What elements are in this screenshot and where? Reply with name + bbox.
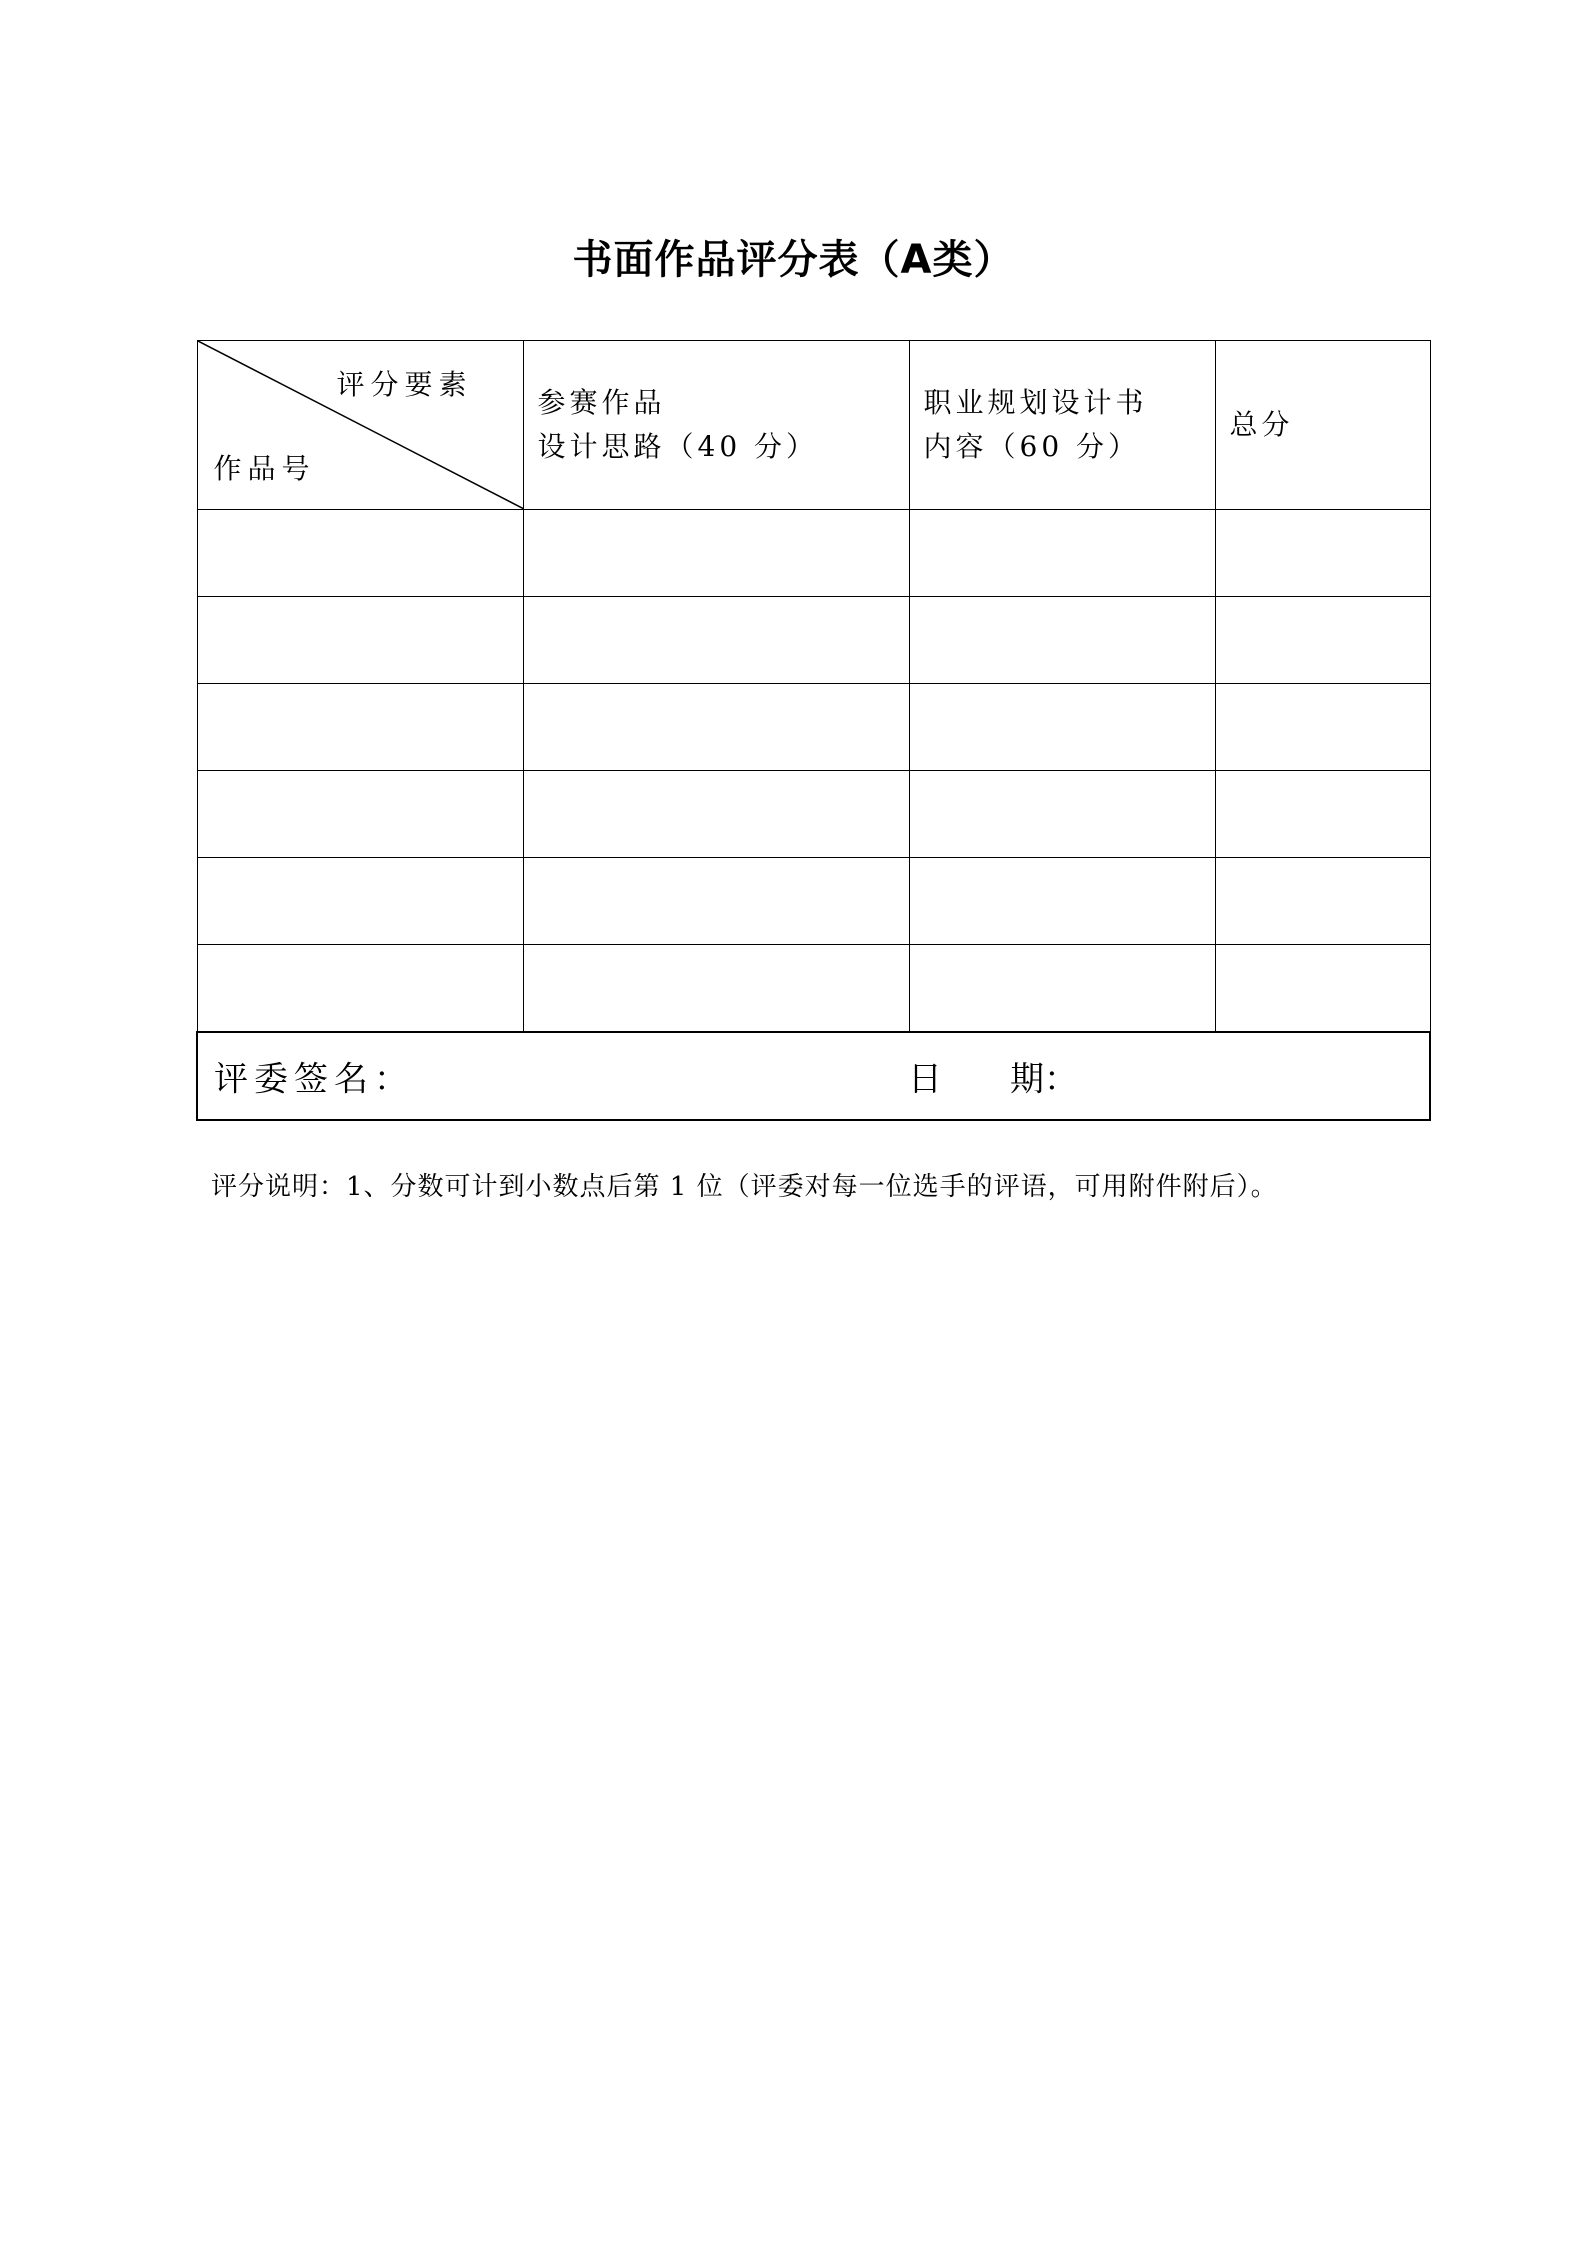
entry-number-cell[interactable] [197,858,523,945]
header-career-plan-line2: 内容（60 分） [923,430,1141,463]
entry-number-label: 作品号 [213,452,316,485]
career-score-cell[interactable] [909,945,1215,1033]
career-score-cell[interactable] [909,771,1215,858]
total-score-cell[interactable] [1215,684,1430,771]
design-score-cell[interactable] [523,597,909,684]
design-score-cell[interactable] [523,858,909,945]
career-score-cell[interactable] [909,510,1215,597]
table-header-row [197,341,1430,510]
signature-cell[interactable] [197,1032,1430,1120]
header-design-idea-line1: 参赛作品 [537,386,666,419]
entry-number-cell[interactable] [197,510,523,597]
design-score-cell[interactable] [523,510,909,597]
header-design-idea [523,341,909,510]
career-score-cell[interactable] [909,597,1215,684]
table-row [197,510,1430,597]
page-title: 书面作品评分表（A类） [572,237,1015,283]
criteria-label: 评分要素 [336,368,473,401]
date-label: 日 期： [908,1059,1078,1100]
table-row [197,858,1430,945]
table-row [197,945,1430,1033]
table-row [197,771,1430,858]
table-row [197,684,1430,771]
total-score-cell[interactable] [1215,510,1430,597]
design-score-cell[interactable] [523,945,909,1033]
design-score-cell[interactable] [523,684,909,771]
diagonal-header-cell [197,341,523,510]
total-score-cell[interactable] [1215,771,1430,858]
total-score-cell[interactable] [1215,945,1430,1033]
total-score-cell[interactable] [1215,858,1430,945]
header-total: 总分 [1215,341,1430,510]
judge-signature-label: 评委签名： [214,1059,414,1100]
signature-row [197,1032,1430,1120]
entry-number-cell[interactable] [197,597,523,684]
entry-number-cell[interactable] [197,771,523,858]
header-design-idea-line2: 设计思路（40 分） [537,430,819,463]
design-score-cell[interactable] [523,771,909,858]
header-career-plan-line1: 职业规划设计书 [923,386,1148,419]
entry-number-cell[interactable] [197,684,523,771]
table-row [197,597,1430,684]
career-score-cell[interactable] [909,684,1215,771]
score-table [196,340,1431,1121]
entry-number-cell[interactable] [197,945,523,1033]
total-score-cell[interactable] [1215,597,1430,684]
scoring-note: 评分说明：1、分数可计到小数点后第 1 位（评委对每一位选手的评语，可用附件附后）。 [211,1172,1278,1202]
career-score-cell[interactable] [909,858,1215,945]
header-career-plan [909,341,1215,510]
